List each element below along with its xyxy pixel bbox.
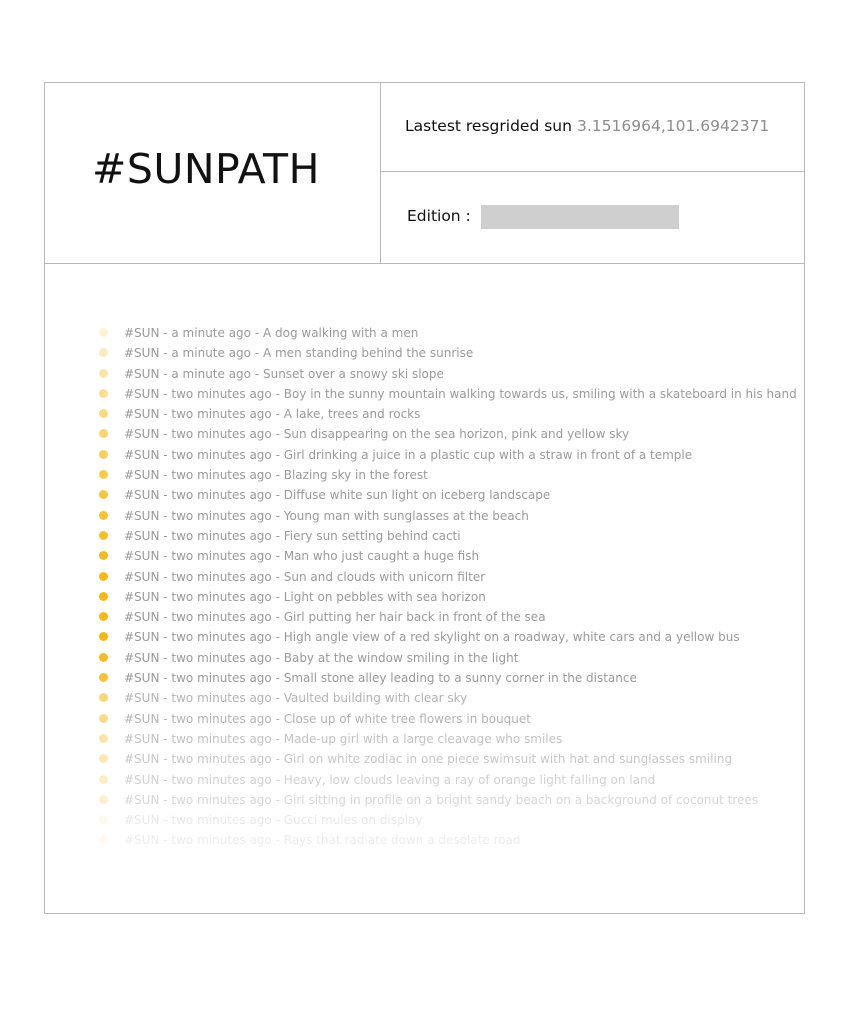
header (45, 83, 804, 264)
feed-item-text: #SUN - a minute ago - Sunset over a snowy ski slope (124, 366, 444, 381)
feed-item-text: #SUN - two minutes ago - A lake, trees and rocks (124, 407, 421, 422)
feed-item-text: #SUN - a minute ago - A men standing behind the sunrise (124, 346, 474, 361)
feed-item-text: #SUN - two minutes ago - Heavy, low clouds leaving a ray of orange light falling on land (124, 772, 656, 787)
feed-item-text: #SUN - two minutes ago - Sun disappearing on the sea horizon, pink and yellow sky (124, 427, 630, 442)
sunpath-logo: #SUNPATH (92, 145, 320, 193)
feed-item-text: #SUN - two minutes ago - Vaulted building with clear sky (124, 691, 468, 706)
latest-sun-label: Lastest resgrided sun (405, 117, 572, 135)
sun-dot-icon (99, 531, 108, 540)
sun-dot-icon (99, 572, 108, 581)
sun-dot-icon (99, 429, 108, 438)
feed-item-text: #SUN - two minutes ago - Girl on white zodiac in one piece swimsuit with hat and sunglasses smiling (124, 752, 733, 767)
sun-dot-icon (99, 490, 108, 499)
feed-item-text: #SUN - two minutes ago - Young man with sunglasses at the beach (124, 508, 529, 523)
feed-item-text: #SUN - a minute ago - A dog walking with a men (124, 326, 419, 340)
sun-dot-icon (99, 348, 108, 357)
logo-cell (45, 83, 381, 263)
feed-item-text: #SUN - two minutes ago - Fiery sun setting behind cacti (124, 528, 461, 543)
sun-dot-icon (99, 653, 108, 662)
feed-item-text: #SUN - two minutes ago - Girl sitting in profile on a bright sandy beach on a background of coconut trees (124, 792, 759, 807)
sun-dot-icon (99, 470, 108, 479)
feed-item-text: #SUN - two minutes ago - Girl putting her hair back in front of the sea (124, 610, 546, 625)
sun-dot-icon (99, 551, 108, 560)
feed-item-text: #SUN - two minutes ago - Made-up girl with a large cleavage who smiles (124, 731, 563, 746)
sun-dot-icon (99, 693, 108, 702)
feed-item-text: #SUN - two minutes ago - Boy in the sunny mountain walking towards us, smiling with a skateboard in his hand (124, 386, 797, 401)
sun-dot-icon (99, 673, 108, 682)
sun-dot-icon (99, 714, 108, 723)
sun-dot-icon (99, 632, 108, 641)
feed-item-text: #SUN - two minutes ago - Baby at the window smiling in the light (124, 650, 519, 665)
feed-item-text: #SUN - two minutes ago - Close up of white tree flowers in bouquet (124, 711, 531, 726)
sun-dot-icon (99, 450, 108, 459)
edition-field[interactable] (481, 205, 679, 229)
sun-dot-icon (99, 592, 108, 601)
sun-dot-icon (99, 775, 108, 784)
feed-item-text: #SUN - two minutes ago - Light on pebbles with sea horizon (124, 589, 486, 604)
sun-dot-icon (99, 795, 108, 804)
feed-item-text: #SUN - two minutes ago - Rays that radiate down a desolate road (124, 833, 521, 848)
sunpath-panel (44, 82, 805, 914)
sun-dot-icon (99, 754, 108, 763)
sun-dot-icon (99, 328, 108, 337)
feed-item-text: #SUN - two minutes ago - Sun and clouds with unicorn filter (124, 569, 486, 584)
sun-dot-icon (99, 612, 108, 621)
feed-item-text: #SUN - two minutes ago - Girl drinking a juice in a plastic cup with a straw in front of a temple (124, 447, 693, 462)
sun-dot-icon (99, 511, 108, 520)
feed-item-text: #SUN - two minutes ago - Blazing sky in the forest (124, 468, 428, 483)
sun-dot-icon (99, 835, 108, 844)
sun-dot-icon (99, 734, 108, 743)
edition-cell (381, 172, 804, 263)
sun-dot-icon (99, 389, 108, 398)
edition-label: Edition : (407, 207, 471, 225)
feed-item-text: #SUN - two minutes ago - Diffuse white sun light on iceberg landscape (124, 488, 551, 503)
sun-dot-icon (99, 369, 108, 378)
feed-item-text: #SUN - two minutes ago - Small stone alley leading to a sunny corner in the distance (124, 671, 637, 686)
latest-sun-cell (381, 83, 804, 172)
feed-item-text: #SUN - two minutes ago - High angle view of a red skylight on a roadway, white cars and a yellow bus (124, 630, 740, 645)
sun-dot-icon (99, 815, 108, 824)
latest-sun-coordinates: 3.1516964,101.6942371 (577, 117, 770, 135)
feed-item-text: #SUN - two minutes ago - Man who just caught a huge fish (124, 549, 480, 564)
sun-dot-icon (99, 409, 108, 418)
feed-item-text: #SUN - two minutes ago - Gucci mules on display (124, 813, 423, 828)
